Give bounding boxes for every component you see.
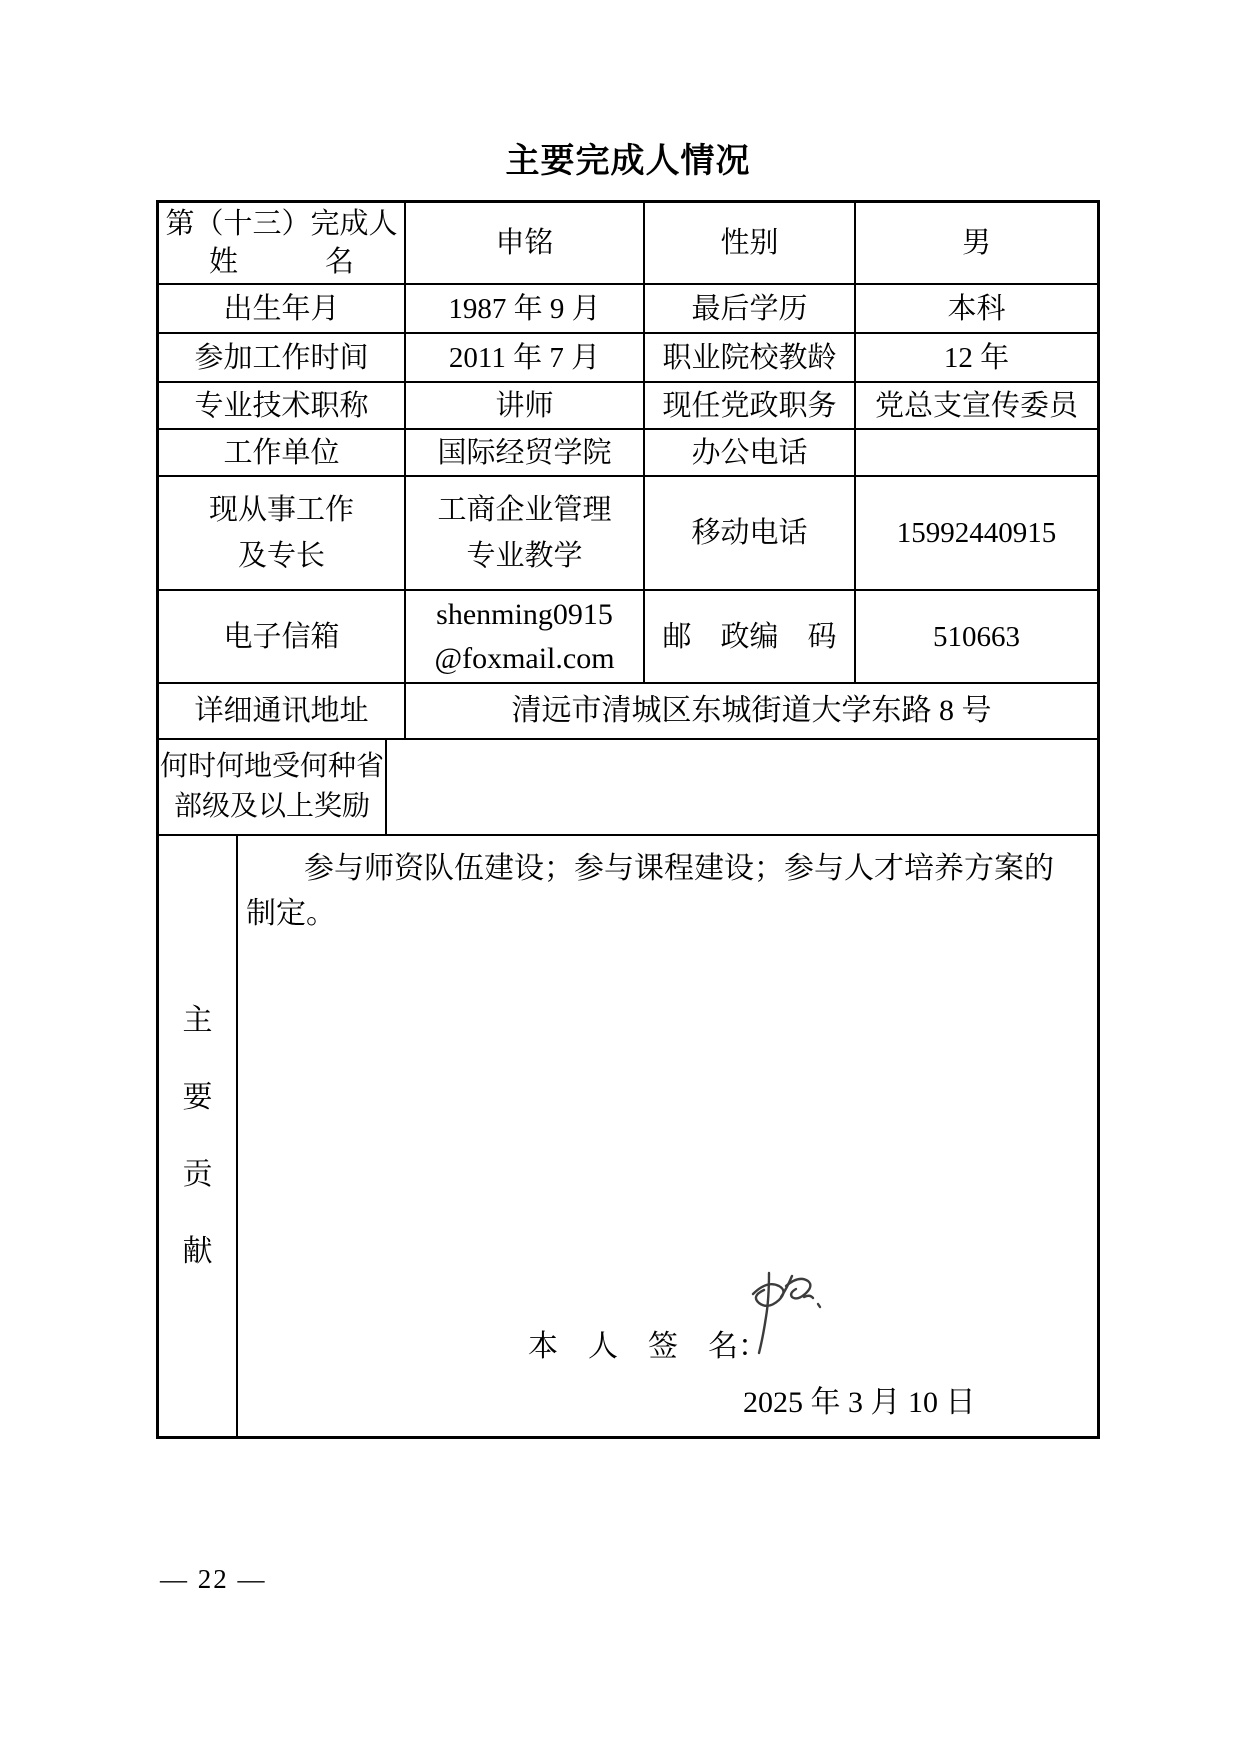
contribution-text: 参与师资队伍建设；参与课程建设；参与人才培养方案的制定。 — [246, 852, 1054, 930]
awards-label-line1: 何时何地受何种省 — [159, 751, 384, 782]
professional-title-label: 专业技术职称 — [159, 383, 406, 428]
awards-label — [159, 740, 387, 834]
education-label: 最后学历 — [645, 285, 856, 332]
contribution-label-char2: 要 — [182, 1080, 213, 1114]
page-number: — 22 — — [160, 1564, 267, 1594]
workstart-label: 参加工作时间 — [159, 334, 406, 381]
address-value: 清远市清城区东城街道大学东路 8 号 — [511, 694, 992, 727]
birth-label: 出生年月 — [159, 285, 406, 332]
teaching-years-value: 12 年 — [943, 341, 1010, 374]
signature-label: 本 人 签 名： — [528, 1330, 768, 1363]
name-label-line2: 姓 名 — [208, 246, 354, 278]
current-work-label — [159, 477, 406, 589]
contribution-content-cell — [238, 836, 1097, 1436]
table-row-birth — [159, 285, 1097, 334]
postcode-label: 邮 政编 码 — [645, 591, 856, 682]
table-row-workstart — [159, 334, 1097, 383]
current-work-label-line1: 现从事工作 — [208, 494, 354, 526]
table-row-contribution — [159, 836, 1097, 1436]
party-position-label: 现任党政职务 — [645, 383, 856, 428]
work-unit-value: 国际经贸学院 — [406, 430, 645, 475]
professional-title-value: 讲师 — [406, 383, 645, 428]
table-row-name — [159, 203, 1097, 285]
contribution-label-char1: 主 — [182, 1003, 213, 1037]
table-row-current-work — [159, 477, 1097, 591]
awards-value — [387, 740, 1097, 834]
table-row-awards — [159, 740, 1097, 836]
email-label: 电子信箱 — [159, 591, 406, 682]
table-row-address — [159, 684, 1097, 740]
birth-value: 1987 年 9 月 — [406, 285, 645, 332]
awards-label-line2: 部级及以上奖励 — [173, 791, 370, 822]
contribution-label-char3: 贡 — [182, 1157, 213, 1191]
table-row-protitle — [159, 383, 1097, 430]
completer-info-table — [156, 200, 1100, 1439]
party-position-value: 党总支宣传委员 — [874, 389, 1078, 422]
signature-date: 2025 年 3 月 10 日 — [743, 1386, 976, 1419]
page-title: 主要完成人情况 — [505, 142, 751, 180]
email-value-line2: @foxmail.com — [434, 641, 615, 675]
work-unit-label: 工作单位 — [159, 430, 406, 475]
mobile-phone-value: 15992440915 — [896, 517, 1057, 549]
table-row-unit — [159, 430, 1097, 477]
postcode-value: 510663 — [933, 620, 1020, 653]
contribution-label — [159, 836, 238, 1436]
name-label-line1: 第（十三）完成人 — [165, 208, 398, 240]
gender-value: 男 — [961, 227, 991, 259]
current-work-value — [406, 477, 645, 589]
name-value: 申铭 — [406, 203, 645, 283]
workstart-value: 2011 年 7 月 — [406, 334, 645, 381]
email-value — [406, 591, 645, 682]
signature-handwriting — [730, 1264, 830, 1364]
name-label — [159, 203, 406, 283]
office-phone-value — [856, 430, 1097, 475]
mobile-phone-label: 移动电话 — [645, 477, 856, 589]
email-value-line1: shenming0915 — [436, 597, 613, 631]
education-value: 本科 — [947, 292, 1006, 325]
current-work-value-line1: 工商企业管理 — [437, 494, 612, 526]
gender-label: 性别 — [645, 203, 856, 283]
office-phone-label: 办公电话 — [645, 430, 856, 475]
current-work-label-line2: 及专长 — [237, 540, 325, 572]
table-row-email — [159, 591, 1097, 684]
current-work-value-line2: 专业教学 — [466, 540, 583, 572]
teaching-years-label: 职业院校教龄 — [645, 334, 856, 381]
contribution-label-char4: 献 — [182, 1234, 213, 1268]
address-label: 详细通讯地址 — [159, 684, 406, 738]
